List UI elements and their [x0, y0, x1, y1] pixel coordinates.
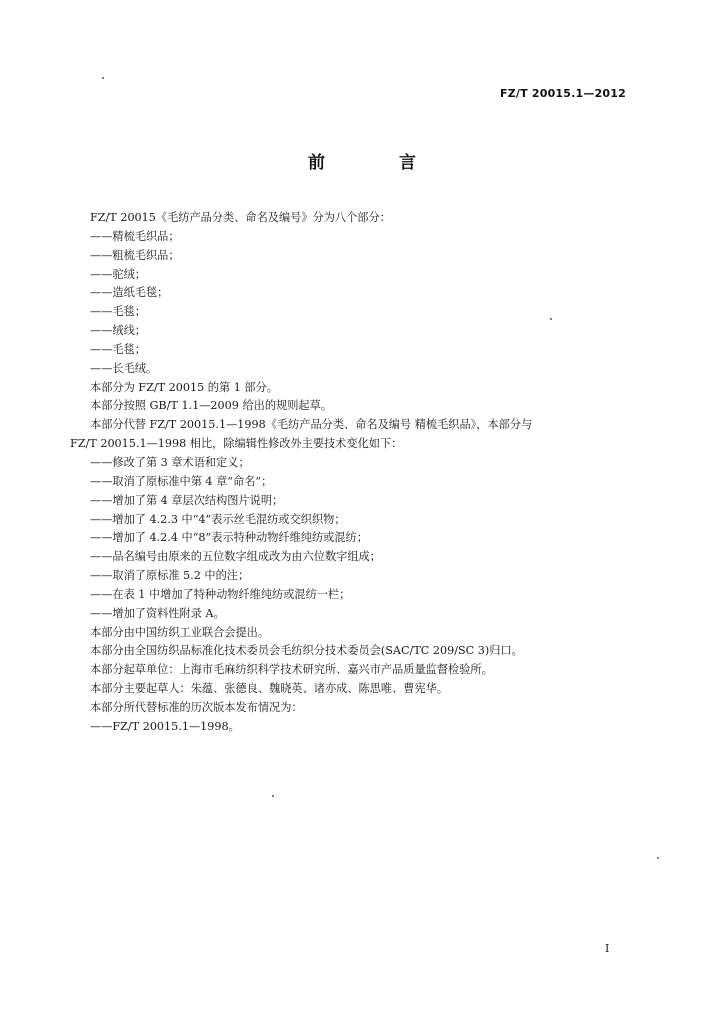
paragraph-proposed-by: 本部分由中国纺织工业联合会提出。 [90, 625, 270, 639]
list-item-part: ——长毛绒。 [90, 361, 158, 375]
list-item-change: ——品名编号由原来的五位数字组成改为由六位数字组成； [90, 550, 381, 564]
list-item-part: ——精梳毛织品； [90, 229, 180, 243]
list-item-part: ——毛毯； [90, 342, 146, 356]
list-item-change: ——取消了原标准 5.2 中的注； [90, 569, 250, 583]
paragraph-drafting-rules: 本部分按照 GB/T 1.1—2009 给出的规则起草。 [90, 399, 332, 413]
paragraph-version-history: 本部分所代替标准的历次版本发布情况为： [90, 700, 303, 714]
scan-speck [550, 318, 552, 320]
paragraph-part-number: 本部分为 FZ/T 20015 的第 1 部分。 [90, 380, 278, 394]
list-item-change: ——在表 1 中增加了特种动物纤维纯纺或混纺一栏； [90, 587, 351, 601]
foreword-body [70, 209, 640, 737]
list-item-change: ——增加了第 4 章层次结构图片说明； [90, 493, 284, 507]
list-item-change: ——增加了 4.2.4 中“8”表示特种动物纤维纯纺或混纺； [90, 531, 368, 545]
list-item-part: ——驼绒； [90, 267, 146, 281]
paragraph-drafting-units: 本部分起草单位：上海市毛麻纺织科学技术研究所、嘉兴市产品质量监督检验所。 [90, 663, 493, 677]
list-item-previous-version: ——FZ/T 20015.1—1998。 [90, 719, 240, 733]
standard-number: FZ/T 20015.1—2012 [500, 87, 626, 100]
scan-speck [272, 795, 274, 797]
list-item-part: ——粗梳毛织品； [90, 248, 180, 262]
list-item-change: ——增加了 4.2.3 中“4”表示丝毛混纺或交织织物； [90, 512, 346, 526]
list-item-part: ——造纸毛毯； [90, 286, 169, 300]
list-item-change: ——增加了资料性附录 A。 [90, 606, 225, 620]
paragraph-responsible-committee: 本部分由全国纺织品标准化技术委员会毛纺织分技术委员会(SAC/TC 209/SC 3)归口。 [90, 644, 523, 658]
scan-speck [657, 857, 659, 859]
list-item-part: ——毛毯； [90, 305, 146, 319]
list-item-part: ——绒线； [90, 324, 146, 338]
list-item-change: ——取消了原标准中第 4 章“命名”； [90, 474, 273, 488]
list-item-change: ——修改了第 3 章术语和定义； [90, 455, 250, 469]
paragraph-replacement-line1: 本部分代替 FZ/T 20015.1—1998《毛纺产品分类、命名及编号 精梳毛织品》，本部分与 [90, 418, 533, 432]
scan-speck [102, 77, 104, 79]
paragraph-replacement-line2: FZ/T 20015.1—1998 相比，除编辑性修改外主要技术变化如下： [70, 437, 403, 451]
paragraph-parts-intro: FZ/T 20015《毛纺产品分类、命名及编号》分为八个部分： [90, 211, 391, 224]
paragraph-drafters: 本部分主要起草人：朱蕴、张德良、魏晓英、诸亦成、陈思唯、曹宪华。 [90, 682, 449, 696]
page-number: I [605, 942, 610, 955]
page-title: 前 言 [308, 153, 450, 173]
